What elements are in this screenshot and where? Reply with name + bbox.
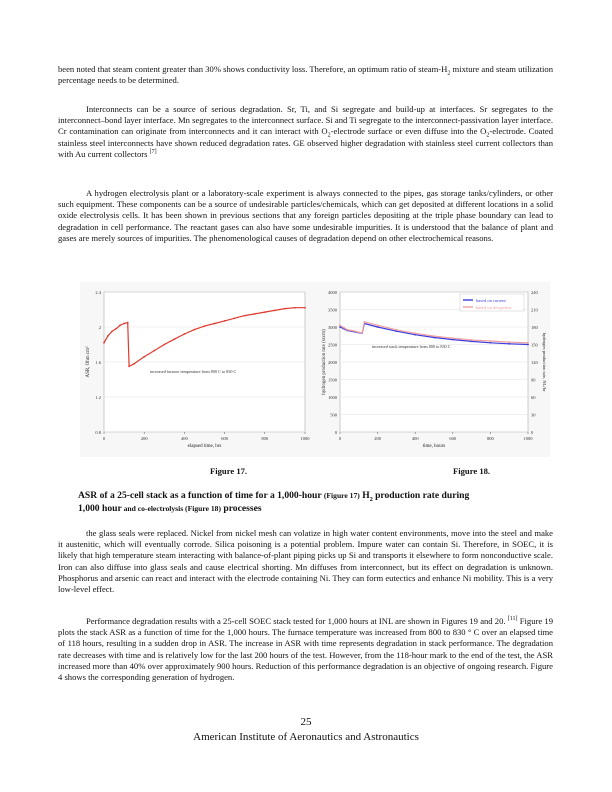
- figure-caption: ASR of a 25-cell stack as a function of time for a 1,000-hour (Figure 17) $H_2$ production rate during 1,000 hour and co-electrolysis (Figure 18) processes: [78, 490, 470, 514]
- data-point: [350, 330, 352, 332]
- figure-17-label: Figure 17.: [210, 466, 248, 476]
- asr-chart: [80, 282, 310, 457]
- data-point: [433, 335, 435, 337]
- y2-axis-label: hydrogen production rate, NL/hr: [542, 332, 547, 392]
- footer-organization: American Institute of Aeronautics and Astronautics: [193, 731, 419, 743]
- data-point: [119, 324, 121, 326]
- x-tick-label: 0: [338, 436, 342, 441]
- y2-tick-label: 120: [531, 360, 538, 365]
- paragraph-performance-degradation: Performance degradation results with a 25-cell SOEC stack tested for 1,000 hours at INL are shown in Figures 19 and 20. [11] Figure 19 plots the stack ASR as a function of time for the 1,000 hours. The furnace temperature was increased from 800 to 830 ° C over an elapsed time of 118 hours, resulting in a sudden drop in ASR. The increase in ASR with time represents degradation in stack performance. The degradation rate decreases with time and is relatively low for the last 200 hours of the test. However, from the 118-hour mark to the end of the test, the ASR increased more than 40% over approximately 900 hours. Reduction of this performance degradation is an objective of ongoing research. Figure 4 shows the corresponding generation of hydrogen.: [58, 616, 554, 683]
- y-tick-label: 4000: [328, 290, 337, 295]
- y2-tick-label: 150: [531, 342, 538, 348]
- x-tick-label: 800: [261, 436, 269, 441]
- data-point: [304, 307, 306, 309]
- y-tick-label: 2000: [328, 360, 337, 365]
- data-point: [274, 309, 276, 311]
- y-tick-label: 1500: [328, 377, 337, 383]
- data-point: [115, 328, 117, 330]
- y-tick-label: 2.4: [95, 290, 101, 295]
- data-point: [107, 335, 109, 337]
- y2-tick-label: 30: [531, 412, 536, 418]
- data-point: [214, 323, 216, 325]
- data-point: [143, 356, 145, 358]
- data-point: [339, 324, 341, 326]
- data-point: [508, 341, 510, 343]
- data-point: [361, 332, 363, 334]
- data-point: [347, 329, 349, 331]
- data-point: [452, 337, 454, 339]
- x-tick-label: 800: [487, 436, 494, 441]
- page-number: 25: [300, 716, 312, 728]
- y-tick-label: 1.2: [95, 395, 101, 400]
- x-tick-label: 200: [140, 436, 148, 441]
- chart-annotation: increased stack temperature from 800 to 830 C: [372, 344, 451, 349]
- data-point: [123, 323, 125, 325]
- data-point: [111, 330, 113, 332]
- x-tick-label: 200: [374, 436, 381, 441]
- data-point: [471, 339, 473, 341]
- hydrogen-production-chart: [310, 282, 550, 457]
- paragraph-glass-seals: the glass seals were replaced. Nickel from nickel mesh can volatize in high water content environments, move into the steel and make it austenitic, which will eventually corrode. Silica poisoning is a potential problem. Impure water can contain Si. Therefore, in SOEC, it is likely that high temperature steam interacting with balance-of-plant piping picks up Si and transports it elsewhere to form nonconductive scale. Iron can also diffuse into glass seals and cause electrical shorting. Mn diffuses from interconnect, but its effect on degradation is unknown. Phosphorus and arsenic can react and interact with the electrode containing Ni. They can form eutectics and enhance Ni mobility. This is a very low-level effect.: [58, 528, 553, 595]
- y-tick-label: 3500: [328, 307, 337, 313]
- x-tick-label: 0: [102, 436, 106, 441]
- data-point: [527, 342, 529, 344]
- figure-18-label: Figure 18.: [453, 466, 491, 476]
- paragraph-impurities: A hydrogen electrolysis plant or a laboratory-scale experiment is always connected to the pipes, gas storage tanks/cylinders, or other such equipment. These components can be a source of undesirable particles/chemicals, which can get deposited at different locations in a solid oxide electrolysis cells. It has been shown in previous sections that any foreign particles depositing at the triple phase boundary can lead to degradation in cell performance. The reactant gases can also have some undesirable impurities. It is understood that the balance of plant and gases are merely sources of impurities. The phenomenological causes of degradation depend on other electrochemical reasons.: [58, 188, 553, 243]
- figure-panel: [80, 282, 550, 457]
- data-point: [254, 313, 256, 315]
- y2-tick-label: 180: [531, 325, 538, 330]
- x-axis-label: time, hours: [422, 444, 446, 449]
- data-point: [294, 307, 296, 309]
- x-tick-label: 1000: [300, 436, 310, 441]
- x-tick-label: 400: [181, 436, 188, 441]
- data-point: [377, 326, 379, 328]
- x-axis-label: elapsed time, hrs: [187, 444, 222, 449]
- y-tick-label: 1.6: [95, 360, 101, 365]
- data-point: [354, 330, 356, 332]
- data-point: [153, 350, 155, 352]
- y2-tick-label: 90: [531, 377, 536, 383]
- data-point: [508, 343, 510, 345]
- data-point: [133, 363, 135, 365]
- y-tick-label: 0: [334, 430, 337, 435]
- paragraph-interconnects: Interconnects can be a source of serious degradation. Sr, Ti, and Si segregate and build-up at interfaces. Sr segregates to the interconnect–bond layer interface. Mn segregates to the interconnect surface. Si and Ti segregate to the interconnect-passivation layer interface. Cr contamination can originate from interconnects and it can interact with $O_2$-electrode surface or even diffuse into the $O_2$-electrode. Coated stainless steel interconnects have shown reduced degradation rates. GE observed higher degradation with stainless steel current collectors than with Au current collectors [7]: [58, 104, 553, 159]
- y-tick-label: 2500: [328, 342, 337, 348]
- data-point: [194, 329, 196, 331]
- data-point: [264, 311, 266, 313]
- legend-label: based on dewpoints: [476, 304, 512, 310]
- y-axis-label: hydrogen production rate (sccm): [322, 329, 327, 395]
- y-tick-label: 3000: [328, 325, 337, 330]
- y2-tick-label: 0: [531, 430, 534, 435]
- y-tick-label: 500: [330, 412, 337, 418]
- data-point: [358, 331, 360, 333]
- data-point: [128, 365, 130, 367]
- data-point: [343, 327, 345, 329]
- data-point: [234, 317, 236, 319]
- data-point: [173, 338, 175, 340]
- y-axis-label: ASR, Ohm cm²: [86, 346, 91, 378]
- y-tick-label: 0.8: [95, 430, 101, 435]
- y2-tick-label: 210: [531, 307, 538, 313]
- x-tick-label: 400: [411, 436, 419, 441]
- paragraph-steam-ratio: been noted that steam content greater than 30% shows conductivity loss. Therefore, an optimum ratio of steam-$H_2$ mixture and steam utilization percentage needs to be determined.: [58, 64, 553, 86]
- legend-label: based on current: [476, 297, 506, 303]
- data-point: [490, 340, 492, 342]
- data-point: [103, 342, 105, 344]
- data-point: [284, 308, 286, 310]
- data-point: [224, 320, 226, 322]
- data-point: [204, 325, 206, 327]
- data-point: [527, 344, 529, 346]
- data-point: [377, 324, 379, 326]
- x-tick-label: 1000: [523, 436, 533, 441]
- data-point: [127, 322, 129, 324]
- data-point: [244, 315, 246, 317]
- y-tick-label: 2: [98, 325, 101, 330]
- data-point: [396, 329, 398, 331]
- data-point: [163, 344, 165, 346]
- y2-tick-label: 60: [531, 395, 536, 400]
- y-tick-label: 1000: [328, 395, 337, 400]
- x-tick-label: 600: [449, 436, 457, 441]
- chart-annotation: increased furnace temperature from 800 C to 830 C: [150, 369, 237, 374]
- x-tick-label: 600: [221, 436, 228, 441]
- data-point: [364, 321, 366, 323]
- data-point: [490, 342, 492, 344]
- y2-tick-label: 240: [531, 290, 538, 295]
- data-point: [184, 333, 186, 335]
- data-point: [414, 332, 416, 334]
